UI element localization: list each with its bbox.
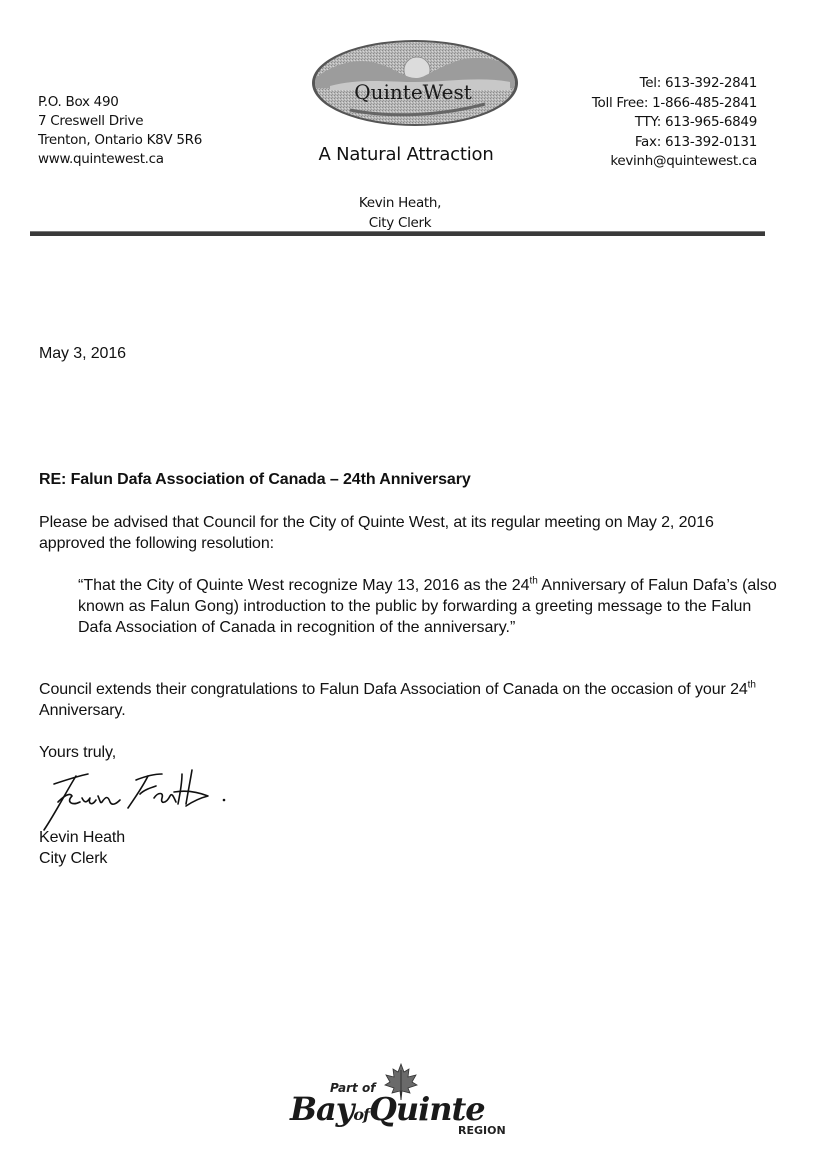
toll-free: Toll Free: 1-866-485-2841 <box>591 94 757 111</box>
footer-quinte-word: Quinte <box>368 1090 485 1128</box>
handwritten-signature <box>36 762 236 832</box>
footer-bay-of-quinte <box>290 1090 485 1128</box>
letterhead-signer <box>300 193 500 233</box>
signatory-name: Kevin Heath <box>39 829 126 846</box>
quote-text-2: Anniversary of Falun Dafa’s (also known as Falun Gong) introduction to the public by forwarding a greeting message to the Falun Dafa Association of Canada in recognition of the anniversary.” <box>78 577 777 636</box>
email-link[interactable]: kevinh@quintewest.ca <box>610 153 757 169</box>
tagline: A Natural Attraction <box>318 144 494 165</box>
footer-of-word: of <box>353 1105 369 1124</box>
footer-region: REGION <box>458 1124 506 1137</box>
address-city: Trenton, Ontario K8V 5R6 <box>38 132 202 148</box>
signatory-title: City Clerk <box>39 850 108 867</box>
letterhead-divider <box>30 231 765 236</box>
address-po-box: P.O. Box 490 <box>38 94 119 110</box>
svg-text:QuinteWest: QuinteWest <box>354 80 472 104</box>
quinte-west-logo <box>310 38 520 128</box>
footer-part-of: Part of <box>330 1081 376 1095</box>
quote-ordinal: th <box>529 575 538 587</box>
address-street: 7 Creswell Drive <box>38 113 144 129</box>
letter-intro-paragraph: Please be advised that Council for the City of Quinte West, at its regular meeting on May 2, 2016 approved the following resolution: <box>39 514 714 552</box>
mailing-address <box>38 93 202 169</box>
telephone: Tel: 613-392-2841 <box>639 75 757 91</box>
contact-info <box>592 74 757 172</box>
congrats-ordinal: th <box>747 679 756 691</box>
tty: TTY: 613-965-6849 <box>634 114 757 130</box>
letter-date: May 3, 2016 <box>39 345 126 362</box>
footer-bay-word: Bay <box>290 1090 354 1128</box>
website-link[interactable]: www.quintewest.ca <box>38 151 164 167</box>
letter-subject: RE: Falun Dafa Association of Canada – 24th Anniversary <box>39 471 471 488</box>
letter-closing: Yours truly, <box>39 744 117 761</box>
signatory <box>39 827 125 869</box>
fax: Fax: 613-392-0131 <box>634 133 757 150</box>
letterhead-signer-name: Kevin Heath, <box>358 195 442 211</box>
letter-congrats-paragraph <box>39 679 779 721</box>
congrats-text-2: Anniversary. <box>39 702 126 719</box>
quote-text-1: “That the City of Quinte West recognize May 13, 2016 as the 24 <box>78 577 530 594</box>
letterhead-signer-title: City Clerk <box>368 215 432 231</box>
resolution-quote <box>78 575 778 638</box>
congrats-text-1: Council extends their congratulations to Falun Dafa Association of Canada on the occasion of your 24 <box>39 681 748 698</box>
